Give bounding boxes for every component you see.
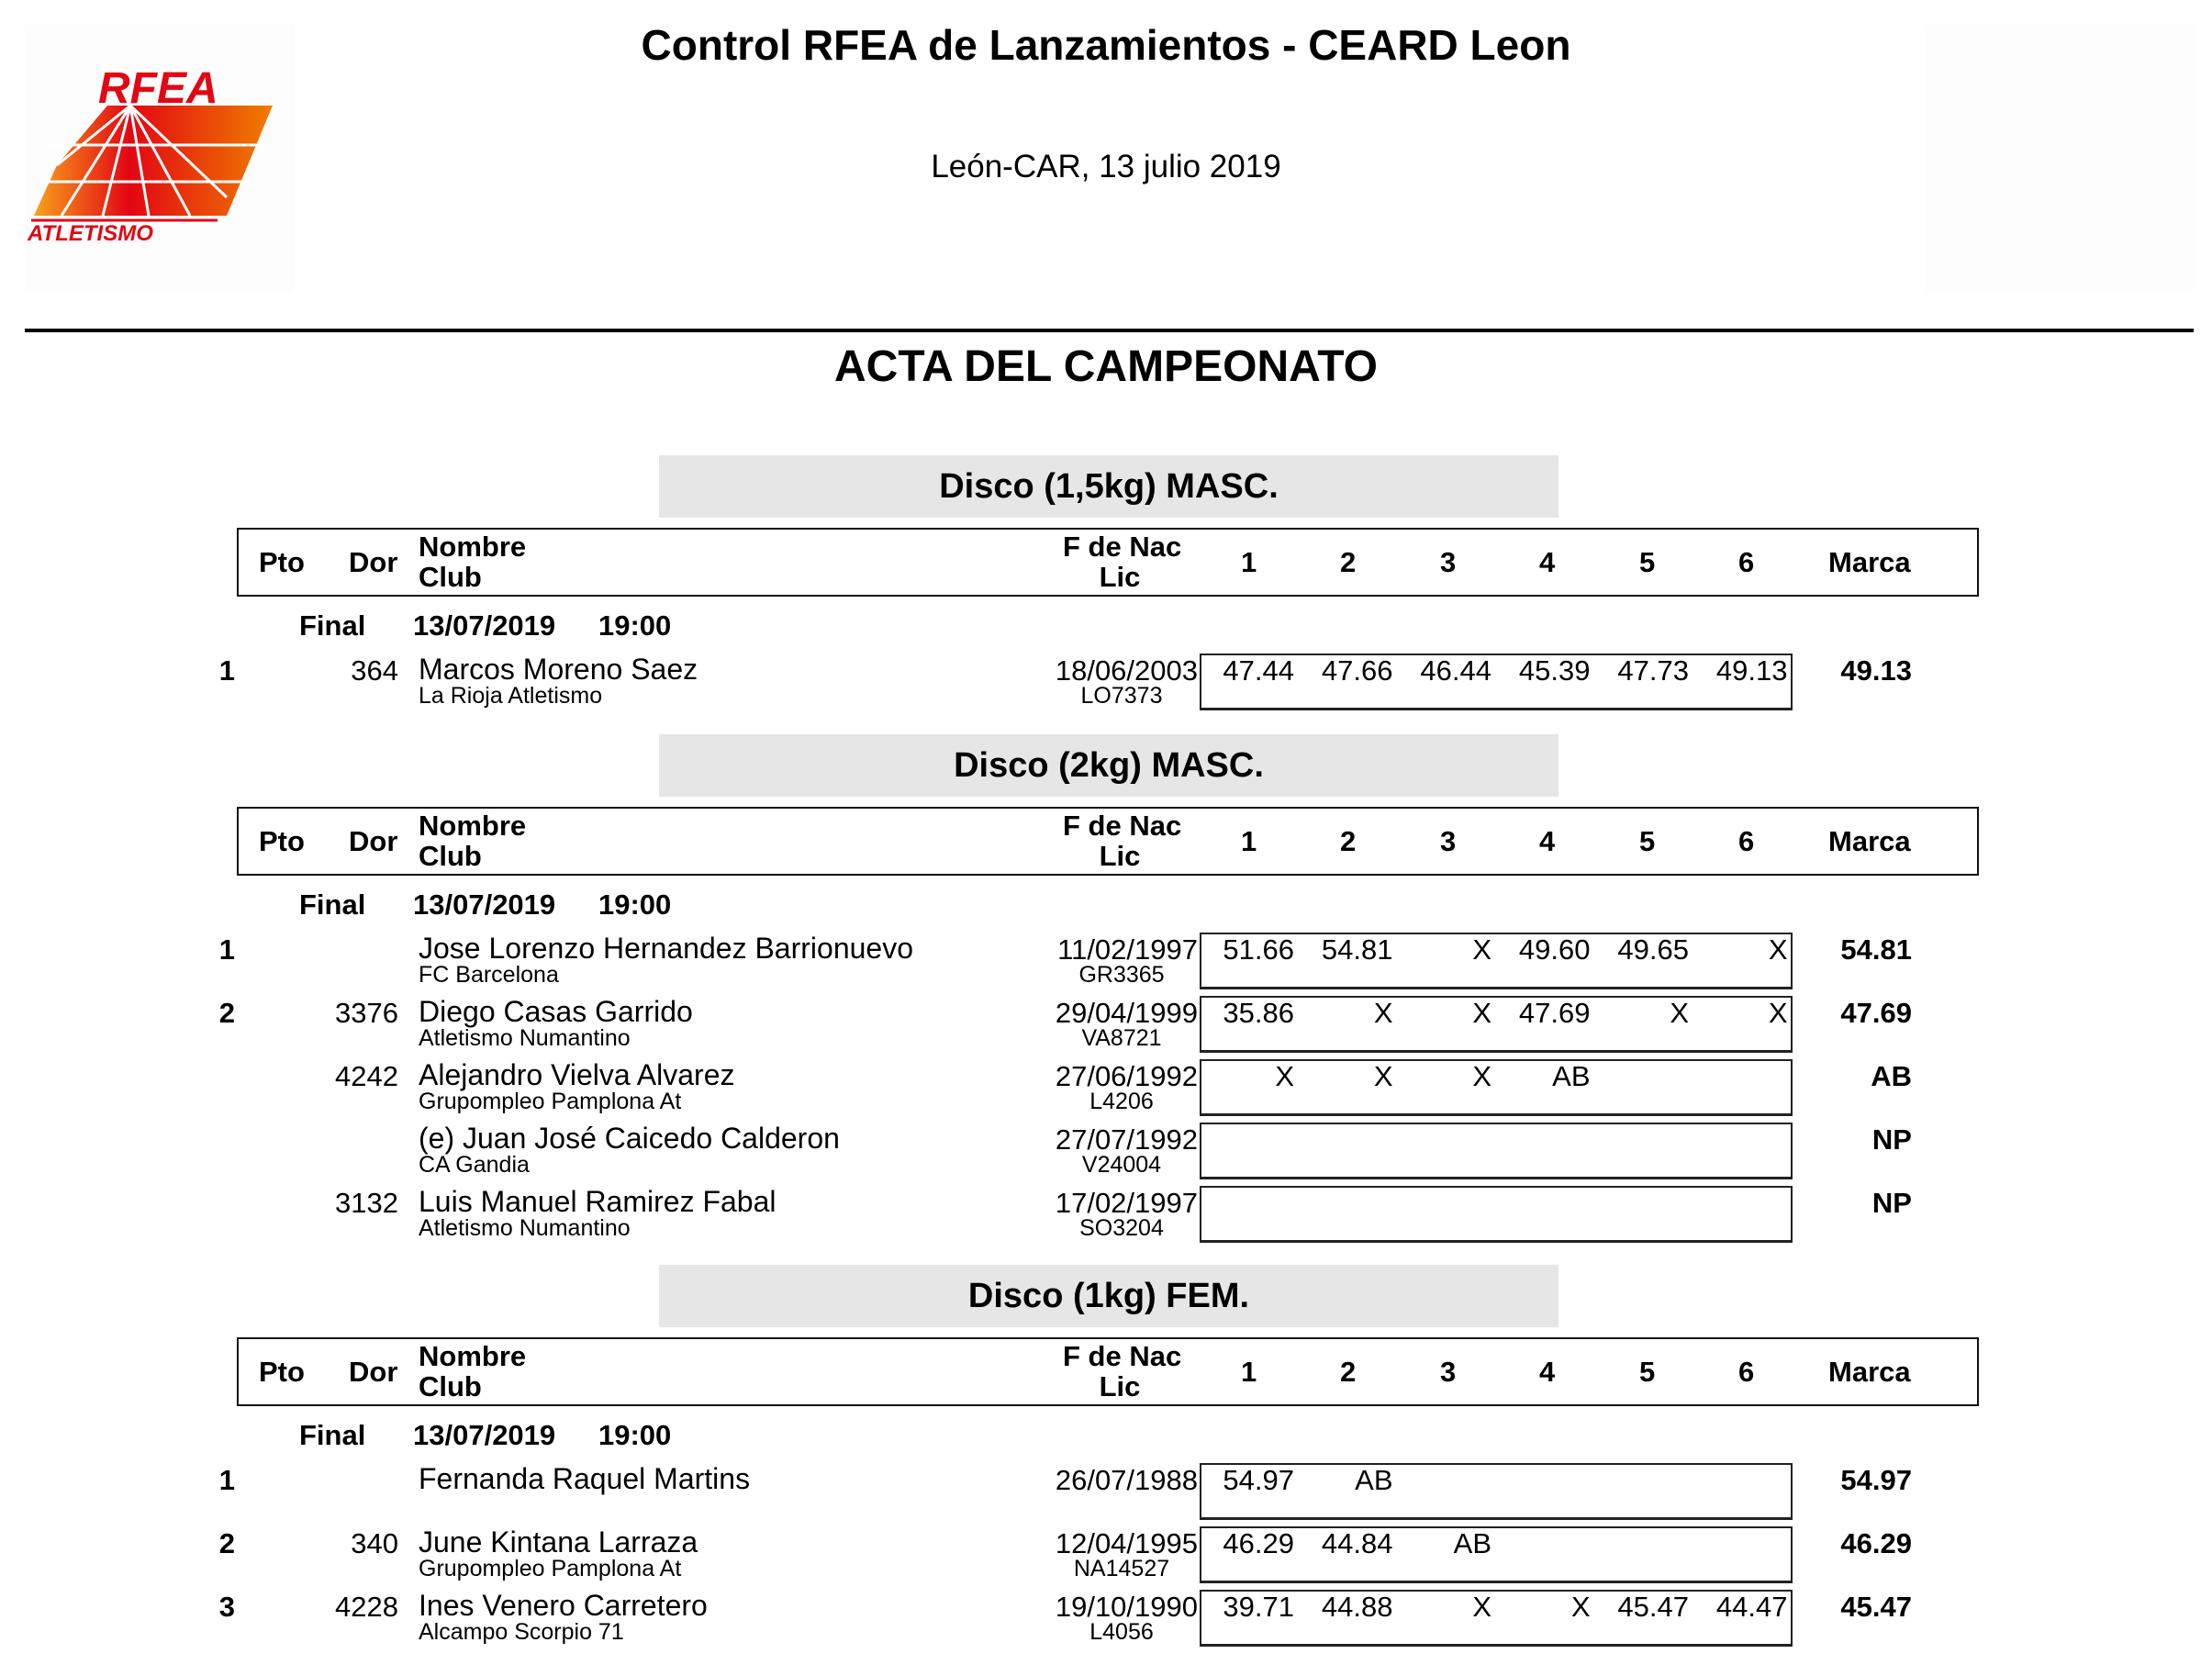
placing: 2 xyxy=(218,1527,235,1559)
best-mark: 47.69 xyxy=(1840,997,1912,1029)
athlete-name: June Kintana Larraza xyxy=(419,1525,698,1559)
best-mark: 45.47 xyxy=(1840,1591,1912,1623)
athlete-name: Luis Manuel Ramirez Fabal xyxy=(419,1185,776,1218)
round-time: 19:00 xyxy=(598,609,672,642)
attempt-4: 45.39 xyxy=(1518,654,1591,687)
round-date: 13/07/2019 xyxy=(413,888,556,921)
col-header-nombre: Nombre xyxy=(419,531,527,563)
round-date: 13/07/2019 xyxy=(413,609,556,642)
col-header-attempt-4: 4 xyxy=(1539,546,1556,578)
athlete-name: Marcos Moreno Saez xyxy=(419,653,698,686)
col-header-attempt-3: 3 xyxy=(1440,546,1457,578)
attempt-4: AB xyxy=(1552,1060,1591,1092)
col-header-fnac: F de Nac xyxy=(1063,1340,1182,1372)
bib-number: 340 xyxy=(351,1527,398,1559)
bib-number: 4228 xyxy=(335,1591,398,1623)
logo-text-atletismo: ATLETISMO xyxy=(28,221,153,246)
athlete-name: Jose Lorenzo Hernandez Barrionuevo xyxy=(419,932,913,965)
attempt-2: 47.66 xyxy=(1321,654,1393,687)
header-divider xyxy=(25,329,2194,332)
col-header-attempt-5: 5 xyxy=(1639,1356,1656,1388)
birth-date: 11/02/1997 xyxy=(1057,933,1198,966)
athlete-name: Alejandro Vielva Alvarez xyxy=(419,1058,735,1091)
attempt-4: X xyxy=(1570,1591,1591,1623)
license-number: GR3365 xyxy=(1078,962,1165,988)
birth-date: 29/04/1999 xyxy=(1055,997,1198,1029)
attempt-2: 54.81 xyxy=(1321,933,1393,966)
birth-date: 26/07/1988 xyxy=(1055,1464,1198,1496)
col-header-lic: Lic xyxy=(1099,840,1141,872)
best-mark: 46.29 xyxy=(1840,1527,1912,1559)
placing: 2 xyxy=(218,997,235,1029)
placing: 1 xyxy=(218,654,235,687)
attempts-box xyxy=(1200,1123,1793,1179)
attempt-1: 35.86 xyxy=(1223,997,1294,1029)
athlete-club: FC Barcelona xyxy=(419,962,559,988)
birth-date: 17/02/1997 xyxy=(1055,1187,1198,1219)
col-header-attempt-1: 1 xyxy=(1241,546,1257,578)
attempt-5: 49.65 xyxy=(1617,933,1689,966)
attempt-1: 46.29 xyxy=(1223,1527,1294,1559)
athlete-name: Fernanda Raquel Martins xyxy=(419,1462,751,1495)
placing: 3 xyxy=(218,1591,235,1623)
col-header-attempt-3: 3 xyxy=(1440,1356,1457,1388)
event-title-band: Disco (1,5kg) MASC. xyxy=(659,455,1558,518)
license-number: LO7373 xyxy=(1080,683,1163,709)
col-header-marca: Marca xyxy=(1828,1356,1911,1388)
best-mark: NP xyxy=(1871,1187,1912,1219)
attempt-3: X xyxy=(1472,1591,1491,1623)
athlete-club: Atletismo Numantino xyxy=(419,1215,631,1241)
col-header-lic: Lic xyxy=(1099,561,1141,593)
col-header-dor: Dor xyxy=(349,546,398,578)
attempt-6: 49.13 xyxy=(1715,654,1788,687)
col-header-attempt-6: 6 xyxy=(1738,1356,1755,1388)
best-mark: NP xyxy=(1871,1123,1912,1156)
document-title: ACTA DEL CAMPEONATO xyxy=(833,342,1378,391)
col-header-pto: Pto xyxy=(259,546,305,578)
athlete-club: Alcampo Scorpio 71 xyxy=(419,1619,624,1645)
round-time: 19:00 xyxy=(598,888,672,921)
col-header-attempt-5: 5 xyxy=(1639,546,1656,578)
col-header-attempt-1: 1 xyxy=(1241,1356,1257,1388)
col-header-club: Club xyxy=(419,840,482,872)
placing: 1 xyxy=(218,1464,235,1496)
attempt-1: 39.71 xyxy=(1223,1591,1294,1623)
attempt-2: X xyxy=(1373,997,1393,1029)
bib-number: 3132 xyxy=(335,1187,398,1219)
col-header-attempt-4: 4 xyxy=(1539,1356,1556,1388)
col-header-marca: Marca xyxy=(1828,825,1911,857)
event-title-band: Disco (2kg) MASC. xyxy=(659,734,1558,797)
meeting-location-date: León-CAR, 13 julio 2019 xyxy=(931,149,1281,184)
attempt-6: X xyxy=(1768,997,1788,1029)
meeting-title: Control RFEA de Lanzamientos - CEARD Leon xyxy=(641,21,1571,69)
attempt-2: X xyxy=(1373,1060,1393,1092)
round-label: Final xyxy=(299,609,366,642)
col-header-attempt-4: 4 xyxy=(1539,825,1556,857)
col-header-dor: Dor xyxy=(349,1356,398,1388)
results-table-header xyxy=(237,528,1979,597)
col-header-attempt-6: 6 xyxy=(1738,825,1755,857)
license-number: L4206 xyxy=(1089,1089,1154,1114)
col-header-attempt-6: 6 xyxy=(1738,546,1755,578)
col-header-fnac: F de Nac xyxy=(1063,810,1182,842)
col-header-nombre: Nombre xyxy=(419,1340,527,1372)
col-header-lic: Lic xyxy=(1099,1370,1141,1402)
event-title-band: Disco (1kg) FEM. xyxy=(659,1265,1558,1327)
col-header-attempt-2: 2 xyxy=(1340,825,1357,857)
license-number: VA8721 xyxy=(1081,1025,1162,1051)
athlete-club: Atletismo Numantino xyxy=(419,1025,631,1051)
birth-date: 18/06/2003 xyxy=(1055,654,1198,687)
attempt-4: 47.69 xyxy=(1518,997,1591,1029)
col-header-club: Club xyxy=(419,1370,482,1402)
logo-text-rfea: RFEA xyxy=(98,64,218,113)
license-number: L4056 xyxy=(1089,1619,1154,1645)
placing: 1 xyxy=(218,933,235,966)
attempt-2: 44.88 xyxy=(1321,1591,1393,1623)
best-mark: 49.13 xyxy=(1840,654,1912,687)
athlete-name: Ines Venero Carretero xyxy=(419,1589,708,1622)
athlete-club: La Rioja Atletismo xyxy=(419,683,603,709)
attempt-5: X xyxy=(1670,997,1689,1029)
athlete-club: Grupompleo Pamplona At xyxy=(419,1556,682,1581)
attempt-2: AB xyxy=(1355,1464,1393,1496)
col-header-attempt-2: 2 xyxy=(1340,546,1357,578)
col-header-marca: Marca xyxy=(1828,546,1911,578)
attempt-3: 46.44 xyxy=(1420,654,1491,687)
results-table-header xyxy=(237,1337,1979,1406)
attempt-3: X xyxy=(1472,933,1491,966)
birth-date: 12/04/1995 xyxy=(1055,1527,1198,1559)
birth-date: 27/06/1992 xyxy=(1055,1060,1198,1092)
col-header-pto: Pto xyxy=(259,1356,305,1388)
col-header-pto: Pto xyxy=(259,825,305,857)
bib-number: 364 xyxy=(351,654,398,687)
bib-number: 4242 xyxy=(335,1060,398,1092)
results-table-header xyxy=(237,807,1979,876)
attempt-6: X xyxy=(1768,933,1788,966)
attempt-1: 51.66 xyxy=(1223,933,1294,966)
athlete-club: Grupompleo Pamplona At xyxy=(419,1089,682,1114)
attempt-1: X xyxy=(1275,1060,1294,1092)
athlete-club: CA Gandia xyxy=(419,1152,530,1178)
attempt-6: 44.47 xyxy=(1715,1591,1788,1623)
round-date: 13/07/2019 xyxy=(413,1419,556,1451)
birth-date: 27/07/1992 xyxy=(1055,1123,1198,1156)
attempt-1: 54.97 xyxy=(1223,1464,1294,1496)
col-header-dor: Dor xyxy=(349,825,398,857)
bib-number: 3376 xyxy=(335,997,398,1029)
attempt-5: 47.73 xyxy=(1617,654,1689,687)
best-mark: AB xyxy=(1871,1060,1912,1092)
license-number: V24004 xyxy=(1081,1152,1162,1178)
attempt-1: 47.44 xyxy=(1223,654,1294,687)
col-header-attempt-5: 5 xyxy=(1639,825,1656,857)
col-header-club: Club xyxy=(419,561,482,593)
col-header-nombre: Nombre xyxy=(419,810,527,842)
license-number: SO3204 xyxy=(1079,1215,1164,1241)
athlete-name: Diego Casas Garrido xyxy=(419,995,693,1028)
license-number: NA14527 xyxy=(1073,1556,1170,1581)
round-label: Final xyxy=(299,1419,366,1451)
attempt-5: 45.47 xyxy=(1617,1591,1689,1623)
best-mark: 54.97 xyxy=(1840,1464,1912,1496)
attempt-4: 49.60 xyxy=(1518,933,1591,966)
attempt-3: X xyxy=(1472,1060,1491,1092)
attempt-3: X xyxy=(1472,997,1491,1029)
round-label: Final xyxy=(299,888,366,921)
attempt-2: 44.84 xyxy=(1321,1527,1393,1559)
best-mark: 54.81 xyxy=(1840,933,1912,966)
athlete-name: (e) Juan José Caicedo Calderon xyxy=(419,1122,840,1155)
col-header-attempt-1: 1 xyxy=(1241,825,1257,857)
birth-date: 19/10/1990 xyxy=(1055,1591,1198,1623)
col-header-attempt-2: 2 xyxy=(1340,1356,1357,1388)
attempts-box xyxy=(1200,1186,1793,1243)
attempt-3: AB xyxy=(1453,1527,1491,1559)
round-time: 19:00 xyxy=(598,1419,672,1451)
col-header-attempt-3: 3 xyxy=(1440,825,1457,857)
col-header-fnac: F de Nac xyxy=(1063,531,1182,563)
